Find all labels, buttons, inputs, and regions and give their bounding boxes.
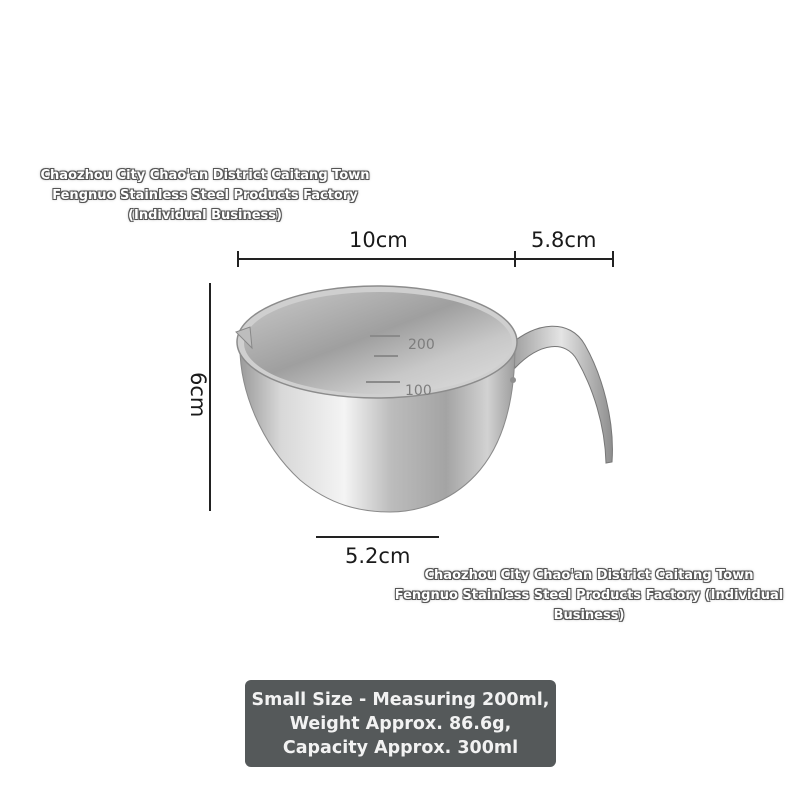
base-width-label: 5.2cm xyxy=(345,544,411,568)
width-bowl-label: 10cm xyxy=(349,228,408,252)
watermark-top: Chaozhou City Chao'an District Caitang Town Fengnuo Stainless Steel Products Factory (Individual Business) xyxy=(40,168,370,223)
height-label: 6cm xyxy=(186,372,210,418)
caption-text: Small Size - Measuring 200ml, Weight Approx. 86.6g, Capacity Approx. 300ml xyxy=(251,689,550,758)
watermark-bottom: Chaozhou City Chao'an District Caitang Town Fengnuo Stainless Steel Products Factory (Individual Business) xyxy=(394,568,784,623)
width-handle-label: 5.8cm xyxy=(531,228,597,252)
handle xyxy=(510,326,612,463)
mark-100-label: 100 xyxy=(405,383,432,399)
mark-200-label: 200 xyxy=(408,337,435,353)
product-caption xyxy=(245,680,556,767)
bowl-interior xyxy=(244,292,512,394)
